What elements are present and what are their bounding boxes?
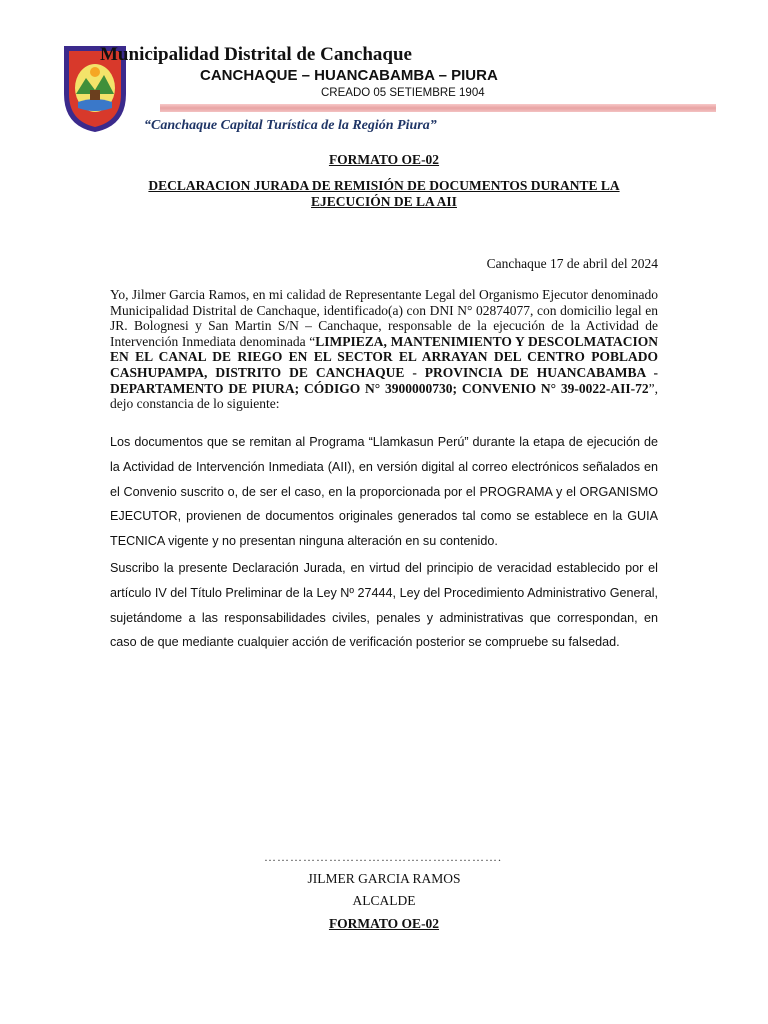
p2-text: Los documentos que se remitan al Programa “Llamkasun Perú” durante la etapa de ejecución de la Actividad de Intervención Inmediata (AII), en versión digital al correo electrónicos señalados en el Convenio suscrito o, de ser el caso, en la proporcionada por el PROGRAMA y el ORGANISMO EJECUTOR, provienen de documentos originales generados tal como se establece en la GUIA TECNICA vigente y no presentan ninguna alteración en su contenido.	[110, 435, 658, 549]
declaration-paragraph-2	[110, 430, 658, 554]
p3-text: Suscribo la presente Declaración Jurada, en virtud del principio de veracidad establecido por el artículo IV del Título Preliminar de la Ley Nº 27444, Ley del Procedimiento Administrativo General, sujetándome a las responsabilidades civiles, penales y administrativas que correspondan, en caso de que mediante cualquier acción de verificación posterior se compruebe su falsedad.	[110, 561, 658, 650]
signer-role: ALCALDE	[352, 893, 416, 908]
declaration-paragraph-1	[110, 287, 658, 412]
place-date: Canchaque 17 de abril del 2024	[486, 256, 658, 271]
format-code-heading: FORMATO OE-02	[328, 152, 440, 167]
header-divider-band	[160, 104, 716, 112]
declaration-paragraph-3	[110, 556, 658, 655]
org-location: CANCHAQUE – HUANCABAMBA – PIURA	[200, 67, 498, 84]
signer-name: JILMER GARCIA RAMOS	[307, 871, 461, 886]
org-slogan: “Canchaque Capital Turística de la Región Piura”	[144, 118, 437, 133]
document-title	[110, 178, 658, 210]
org-name: Municipalidad Distrital de Canchaque	[100, 44, 412, 65]
document-title-line1: DECLARACION JURADA DE REMISIÓN DE DOCUMENTOS DURANTE LA	[148, 178, 620, 193]
footer-format-code: FORMATO OE-02	[328, 916, 440, 931]
org-created-date: CREADO 05 SETIEMBRE 1904	[321, 87, 485, 99]
p1-intro: Yo, Jilmer Garcia Ramos, en mi calidad de Representante Legal del Organismo Ejecutor denominado Municipalidad Distrital de Canchaque, identificado(a) con DNI N° 02874077, con domicilio legal en JR. Bolognesi y San Martin S/N – Canchaque, responsable de la ejecución de la Actividad de Intervención Inmediata denominada “	[110, 287, 658, 349]
signature-line: ……………………………………………….	[264, 850, 502, 864]
p1-end: ”, dejo constancia de lo siguiente:	[110, 380, 658, 412]
p1-project-name: LIMPIEZA, MANTENIMIENTO Y DESCOLMATACION EN EL CANAL DE RIEGO EN EL SECTOR EL ARRAYAN DEL CENTRO POBLADO CASHUPAMPA, DISTRITO DE CANCHAQUE - PROVINCIA DE HUANCABAMBA - DEPARTAMENTO DE PIURA; CÓDIGO N° 3900000730; CONVENIO N° 39-0022-AII-72	[110, 333, 658, 396]
document-title-line2: EJECUCIÓN DE LA AII	[311, 194, 457, 209]
